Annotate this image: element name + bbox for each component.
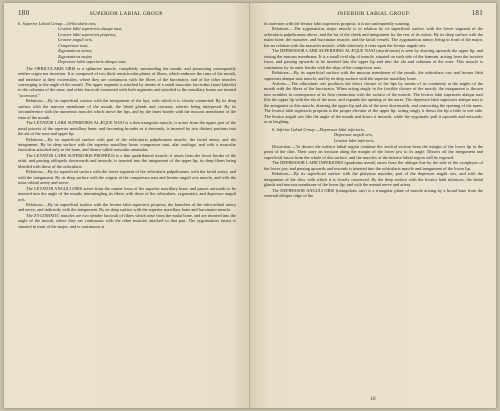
page-body-text [18, 66, 236, 230]
right-page [250, 3, 496, 408]
page-body-text [264, 21, 483, 132]
running-head-title: INFERIOR LABIAL GROUP. [337, 11, 411, 17]
list-item: Levator anguli oris, [58, 37, 93, 43]
running-head [264, 9, 483, 17]
list-item: Zygomaticus minor, [58, 48, 93, 54]
page-body-text-2 [264, 144, 483, 199]
paragraph: Relations.—By its superficial surface with part of the orbicularis palpebrarum muscle, the facial artery, and the integument. By its deep surface with the superior maxillary bone, compressor nasi, alar cartilage, and with a muscular fasciculus attached only to the bone, and thence called musculus anomalus. [18, 136, 236, 153]
paragraph: Relations.—By its superficial surface with the integument of the lips, with which it is closely connected. By its deep surface with the mucous membrane of the mouth, the labial glands and coronary arteries being interposed. By its circumference with the numerous muscles which move the lips, and by the inner border with the mucous membrane of the rima of the mouth. [18, 98, 236, 120]
list-item: Levator labii inferioris. [334, 137, 375, 143]
left-page [4, 3, 250, 408]
list-item: Levator labii superioris proprius, [58, 31, 117, 37]
running-head-title: SUPERIOR LABIAL GROUP. [89, 11, 164, 17]
list-item: Depressor anguli oris, [334, 132, 374, 138]
paragraph: The DEPRESSOR ANGULI ORIS (triangularis oris) is a triangular plane of muscle arising by a broad base from the external oblique ridge of the [264, 187, 483, 199]
paragraph: Relations.—By its superficial surface with the levator labii superioris proprius, the branches of the infra-orbital artery and nerve, and indirectly with the integument. By its deep surface with the superior maxillary bone and buccinator muscle. [18, 201, 236, 213]
paragraph: The LEVATOR LABII SUPERIORIS ALÆQUE NASI is a thin triangular muscle; it arises from the upper part of the nasal process of the superior maxillary bone; and becoming broader as it descends, is inserted by two distinct portions into the ala of the nose and upper lip. [18, 120, 236, 137]
page-number: 181 [471, 9, 483, 17]
paragraph: The ORBICULARIS ORIS is a sphincter muscle, completely surrounding the mouth, and possessing consequently neither origin nor insertion. It is composed of two thick semicircular planes of fibres, which embrace the rima of the mouth, and interlace at their extremities, where they are continuous with the fibres of the buccinator, and of the other muscles converging to the angle of the mouth. The upper segment is attached by means of a small muscular fasciculus (naso-labialis) to the columna of the nose; and other fasciculi connected with both segments and attached to the maxillary bones are termed "accessorii." [18, 65, 236, 98]
paragraph: Relations.—By its superficial surface with the lower segment of the orbicularis palpebrarum, with the facial artery, and with the integument. By its deep surface with the origins of the compressor nasi and levator anguli oris muscle, and with the infra-orbital artery and nerve. [18, 169, 236, 186]
list-item: Compressor nasi, [58, 42, 89, 48]
signature-mark: 16 [370, 397, 376, 402]
running-head [18, 9, 236, 17]
book-spread [4, 3, 496, 408]
paragraph: The ZYGOMATIC muscles are two slender fasciculi of fibres which arise from the malar bone, and are inserted into the angle of the mouth, where they are continuous with the other muscles attached to that part. The zygomaticus minor is situated in front of the major, and is continuous at [18, 212, 236, 229]
paragraph: Dissection.—To dissect the inferior labial region continue the vertical section from the margin of the lower lip to the point of the chin. Then carry an incision along the margin of the lower jaw to its angle. Dissect off the integument and superficial fascia from the whole of this surface, and the muscles of the inferior labial region will be exposed. [264, 143, 483, 160]
paragraph: The DEPRESSOR LABII INFERIORIS (quadratus menti) arises from the oblique line by the side of the symphysis of the lower jaw, and passing upwards and inwards is inserted into the orbicularis muscle and integument of the lower lip. [264, 160, 483, 171]
list-item: Levator labii superioris alæque nasi, [58, 26, 123, 32]
section-heading: 6. Inferior Labial Group.—Depressor labii inferioris, [272, 126, 365, 132]
paragraph: its insertion with the levator labii superioris proprius; it is not unfrequently wanting. [264, 21, 411, 26]
paragraph: Relations.—The zygomaticus major muscle is in relation by its superficial surface with the lower segment of the orbicularis palpebrarum above, and the fat of the cheek and integument for the rest of its extent. By its deep surface with the malar bone, the masseter, and buccinator muscle, and the facial vessels. The zygomaticus minor, being in front of the major, has no relation with the masseter muscle, while inferiorly it rests upon the levator anguli oris. [264, 26, 483, 48]
paragraph: The LEVATOR LABII SUPERIORIS PROPRIUS is a thin quadrilateral muscle; it arises from the lower border of the orbit, and passing obliquely downwards and inwards, is inserted into the integument of the upper lip; its deep fibres being blended with those of the orbicularis. [18, 152, 236, 169]
paragraph: Relations.—By its superficial surface with the platysma myoides, part of the depressor anguli oris, and with the integument of the chin, with which it is closely connected. By the deep surface with the levator labii inferioris, the labial glands and mucous membrane of the lower lip; and with the mental nerve and artery. [264, 171, 483, 188]
list-item: Depressor labii superioris alæque nasi. [58, 59, 127, 65]
paragraph: The DEPRESSOR LABII SUPERIORIS ALÆQUE NASI (myrtiformis) is seen by drawing upwards the upper lip, and raising the mucous membrane. It is a small oval slip of muscle, situated on each side of the frænum, arising from the incisive fossa, and passing upwards to be inserted into the upper lip and into the ala and columna of the nose. This muscle is continuous by its outer border with the slips of the compressor nasi. [264, 48, 483, 70]
page-number: 180 [18, 9, 30, 17]
paragraph: The LEVATOR ANGULI ORIS arises from the canine fossa of the superior maxillary bone, and passes outwards to be inserted into the angle of the mouth, intermingling its fibres with those of the orbicularis, zygomatici, and depressor anguli oris. [18, 185, 236, 202]
muscle-list [18, 26, 236, 64]
paragraph: Actions.—The orbicularis oris produces the direct closure of the lips by means of its continuity at the angles of the mouth with the fibres of the buccinator. When acting singly in the forcible closure of the mouth, the integument is thrown into wrinkles in consequence of its firm connection with the surface of the muscle. The levator labii superioris alæque nasi lifts the upper lip with the ala of the nose, and expands the opening of the nares. The depressor labii superioris alæque nasi is the antagonist to this muscle, drawing the upper lip and ala of the nose downwards, and contracting the opening of the nares. The levator labii superioris proprius is the proper elevator of the upper lip; acting singly it draws the lip a little to one side. The levator anguli oris lifts the angle of the mouth and draws it inwards, while the zygomatic pull it upwards and outwards, as in laughing. [264, 80, 483, 125]
section-heading: b. Superior Labial Group.—Orbicularis oris, [18, 21, 97, 26]
paragraph: Relations.—By its superficial surface with the mucous membrane of the mouth, the orbicularis oris and levator labii superioris alæque nasi muscle; and by its deep surface with the superior maxillary bone. [264, 70, 483, 81]
muscle-list [264, 132, 483, 143]
list-item: Zygomaticus major, [58, 53, 93, 59]
